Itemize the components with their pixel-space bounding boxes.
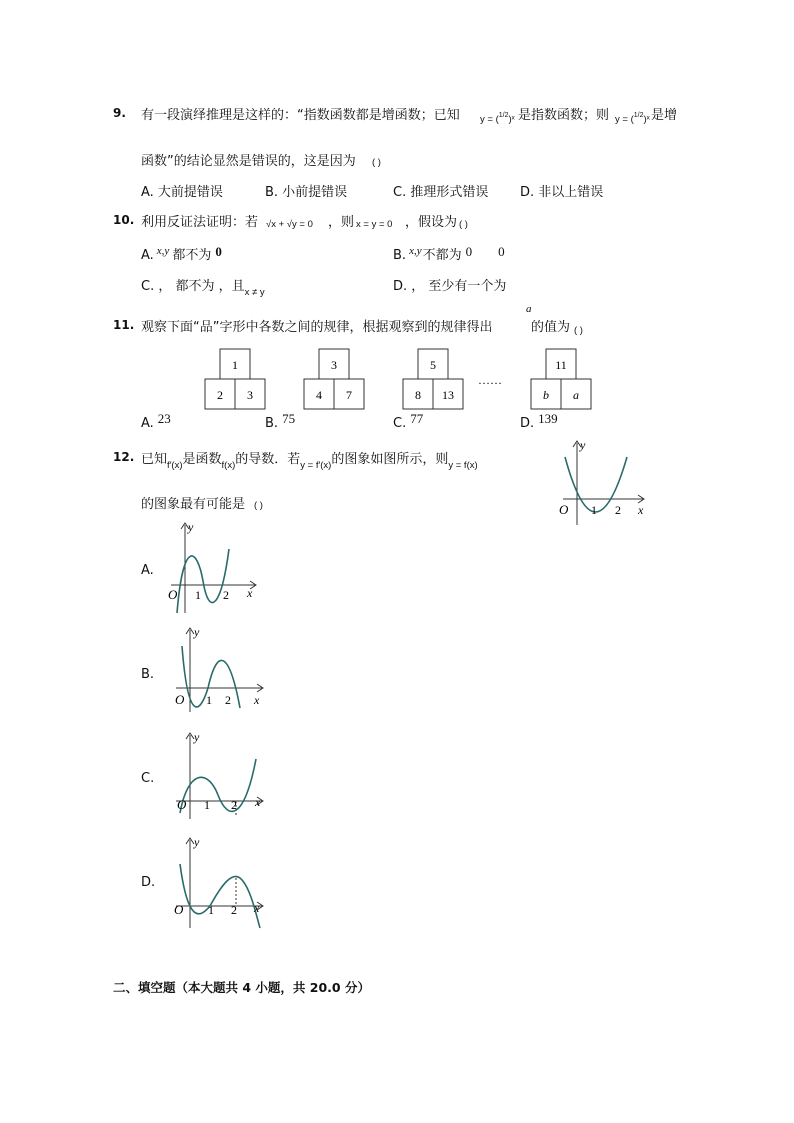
q10-eq2: x = y = 0 — [356, 219, 393, 230]
q10-option-a-val: 0 — [215, 244, 222, 259]
q11-fig2-right: 7 — [346, 388, 352, 402]
q10-text-a: 利用反证法证明：若 — [141, 215, 259, 230]
q10-option-c-label: C. — [141, 279, 155, 294]
svg-text:O: O — [175, 692, 185, 707]
q12-option-b-label[interactable]: B. — [141, 667, 155, 682]
q11-fig1-top: 1 — [232, 358, 238, 372]
svg-text:1: 1 — [206, 693, 212, 707]
svg-text:y: y — [194, 835, 200, 849]
svg-text:1: 1 — [208, 903, 214, 917]
q11-option-a[interactable]: A. 23 — [141, 411, 171, 431]
section-2-title: 二、填空题（本大题共 4 小题，共 20.0 分） — [113, 980, 370, 995]
q10-option-b-vars: x,y — [409, 245, 422, 257]
q9-line1-b: 是指数函数；则 — [518, 108, 610, 123]
q10-option-a-label: A. — [141, 248, 154, 263]
q10-option-b-val2: 0 — [498, 244, 505, 259]
q9-fn2: y = ($^{1/2}$)ˣ — [615, 112, 650, 125]
q10-option-c[interactable] — [141, 275, 265, 298]
svg-text:2: 2 — [225, 693, 231, 707]
q9-option-b[interactable]: B. 小前提错误 — [265, 185, 348, 200]
q11-option-d[interactable]: D. 139 — [520, 411, 558, 431]
q9-paren: ( ) — [372, 157, 381, 168]
q10-option-b-text: 不都为 — [422, 248, 462, 263]
q12-number: 12. — [113, 450, 135, 464]
q10-option-a[interactable] — [141, 244, 222, 263]
q12-option-a-graph[interactable] — [163, 519, 263, 615]
q9-line1-c: 是增 — [651, 108, 678, 123]
q9-number: 9. — [113, 106, 126, 120]
q11-option-b[interactable]: B. 75 — [265, 411, 296, 431]
q10-paren: ( ) — [459, 219, 468, 230]
q10-option-d[interactable] — [393, 275, 506, 294]
q12-dg-2: 2 — [615, 503, 621, 517]
q11-fig2-left: 4 — [316, 388, 322, 402]
q12-option-d-label[interactable]: D. — [141, 875, 156, 890]
q10-text-b: ，则 — [328, 215, 355, 230]
q12-paren: ( ) — [254, 500, 263, 511]
q12-derivative-graph — [555, 437, 655, 532]
svg-text:1: 1 — [195, 588, 201, 602]
svg-text:O: O — [174, 902, 184, 917]
q9-option-a[interactable]: A. 大前提错误 — [141, 185, 223, 200]
q10-option-b-val1: 0 — [465, 244, 473, 259]
q10-option-c-sub: x ≠ y — [244, 287, 265, 298]
q11-fig3-top: 5 — [430, 358, 436, 372]
q12-option-d-graph[interactable] — [170, 834, 270, 930]
q11-fig2-top: 3 — [331, 358, 337, 372]
q10-eq1: √x + √y = 0 — [266, 219, 313, 230]
q11-ellipsis: …… — [478, 373, 502, 387]
q11-figures — [200, 347, 600, 413]
q11-fig1-left: 2 — [217, 388, 223, 402]
q10-option-a-vars: x,y — [156, 245, 170, 257]
q11-fig3-left: 8 — [415, 388, 421, 402]
q10-option-c-text: ， 都不为 ，且 — [158, 279, 245, 294]
q12-option-c-graph[interactable] — [170, 729, 270, 821]
q12-dg-y: y — [580, 438, 586, 452]
q11-fig4-top: 11 — [555, 358, 567, 372]
q10-option-b[interactable] — [393, 244, 505, 263]
svg-text:2: 2 — [231, 798, 237, 812]
q12-dg-o: O — [559, 502, 569, 517]
svg-text:2: 2 — [231, 903, 237, 917]
svg-text:O: O — [168, 587, 178, 602]
q9-option-c[interactable]: C. 推理形式错误 — [393, 185, 489, 200]
q10-option-d-text: ， 至少有一个为 — [411, 279, 507, 294]
q9-fn1: y = ($^{1/2}$)ˣ — [480, 112, 515, 125]
q11-fig1-right: 3 — [247, 388, 253, 402]
q11-var-a: a — [526, 303, 532, 315]
q11-option-c[interactable]: C. 77 — [393, 411, 424, 431]
q11-text-a: 观察下面“品”字形中各数之间的规律，根据观察到的规律得出 — [141, 320, 493, 335]
svg-text:2: 2 — [223, 588, 229, 602]
q9-line1-a: 有一段演绎推理是这样的：“指数函数都是增函数；已知 — [141, 108, 460, 123]
q11-fig4-left: b — [543, 388, 549, 402]
q9-option-d[interactable]: D. 非以上错误 — [520, 185, 604, 200]
q11-number: 11. — [113, 318, 135, 332]
q10-number: 10. — [113, 213, 135, 227]
q12-option-a-label[interactable]: A. — [141, 563, 154, 578]
svg-text:y: y — [188, 520, 194, 534]
svg-text:y: y — [194, 625, 200, 639]
q11-fig3-right: 13 — [442, 388, 454, 402]
svg-text:x: x — [255, 795, 261, 809]
svg-text:y: y — [194, 730, 200, 744]
svg-text:x: x — [254, 693, 260, 707]
q10-option-d-label: D. — [393, 279, 408, 294]
q10-option-b-label: B. — [393, 248, 407, 263]
svg-text:O: O — [177, 797, 187, 812]
q12-line2: 的图象最有可能是 — [141, 497, 246, 512]
q9-line2: 函数”的结论显然是错误的，这是因为 — [141, 154, 356, 169]
q11-fig4-right: a — [573, 388, 579, 402]
q12-dg-x: x — [638, 503, 644, 517]
q12-dg-1: 1 — [591, 503, 597, 517]
q10-text-c: ，假设为 — [405, 215, 458, 230]
q12-option-b-graph[interactable] — [170, 624, 270, 714]
q10-option-a-text: 都不为 — [172, 248, 212, 263]
q12-line1: 已知$_{f'(x)}$是函数$_{f(x)}$的导数．若$_{y = f'(x)}$的图象如图所示，则$_{y = f(x)}$ — [141, 452, 478, 471]
q12-option-c-label[interactable]: C. — [141, 771, 155, 786]
svg-text:x: x — [247, 586, 253, 600]
svg-text:x: x — [254, 901, 260, 915]
svg-text:1: 1 — [204, 798, 210, 812]
q11-text-b: 的值为 — [531, 320, 571, 335]
q11-paren: ( ) — [574, 325, 583, 336]
